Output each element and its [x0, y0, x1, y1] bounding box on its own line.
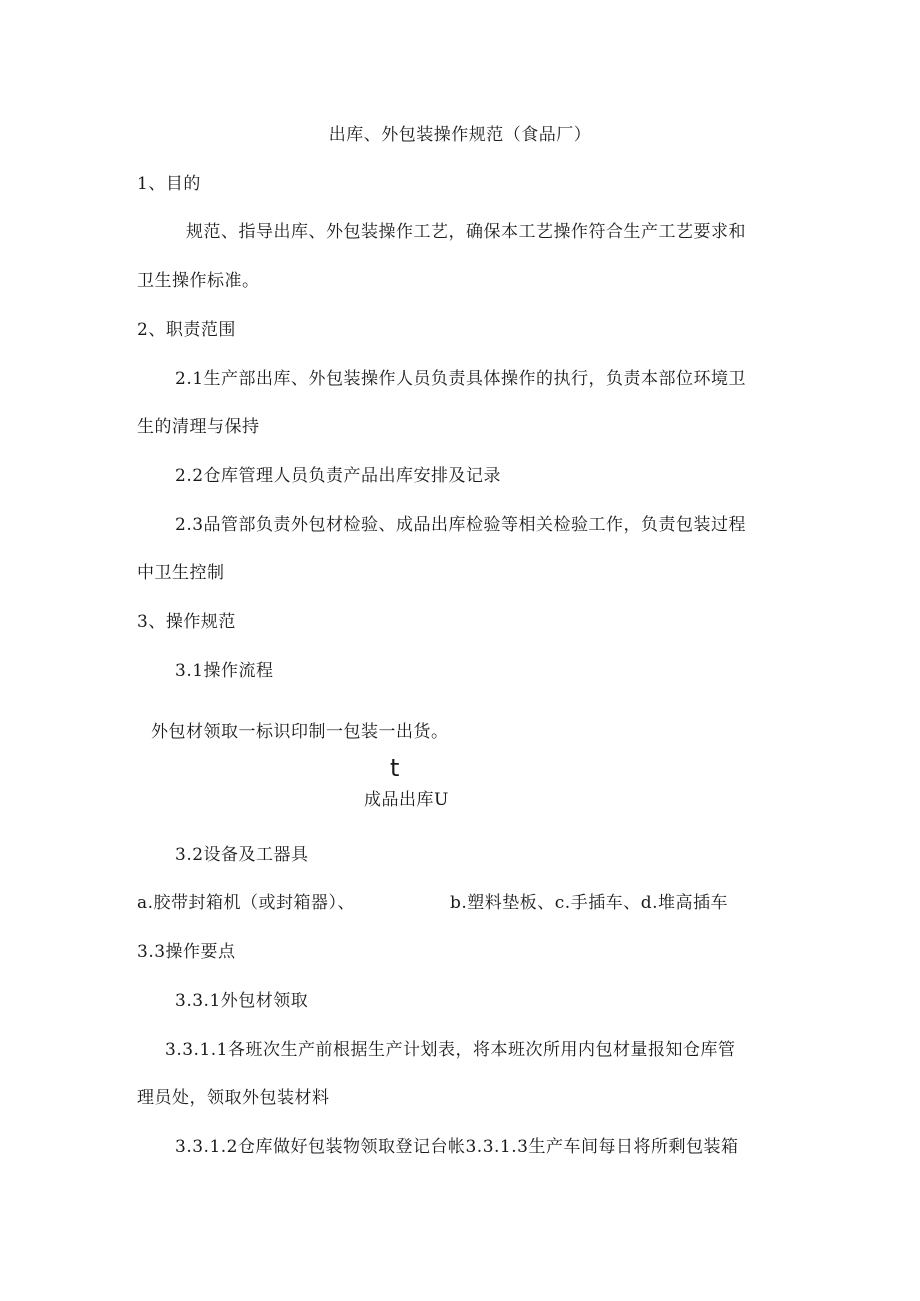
- section-3-3-1: 3.3.1外包材领取: [175, 991, 309, 1011]
- equipment-a: a.胶带封箱机（或封箱器）、: [137, 893, 356, 913]
- section-1-body-line-2: 卫生操作标准。: [137, 271, 260, 291]
- section-2-3-line-2: 中卫生控制: [137, 563, 225, 583]
- section-3-3-1-1-line-2: 理员处，领取外包装材料: [137, 1088, 330, 1108]
- section-3-1: 3.1操作流程: [175, 661, 274, 681]
- section-2-2: 2.2仓库管理人员负责产品出库安排及记录: [175, 466, 502, 486]
- section-3-3-1-1-line-1: 3.3.1.1各班次生产前根据生产计划表，将本班次所用内包材量报知仓库管: [165, 1040, 736, 1060]
- flow-line: 外包材领取一标识印制一包装一出货。: [151, 722, 449, 742]
- section-1-heading: 1、目的: [137, 174, 201, 194]
- section-1-body-line-1: 规范、指导出库、外包装操作工艺，确保本工艺操作符合生产工艺要求和: [186, 222, 746, 242]
- section-3-2: 3.2设备及工器具: [175, 845, 309, 865]
- flow-sub-step: 成品出库U: [364, 790, 449, 810]
- section-3-3-1-2-line: 3.3.1.2仓库做好包装物领取登记台帐3.3.1.3生产车间每日将所剩包装箱: [175, 1137, 739, 1157]
- section-3-heading: 3、操作规范: [137, 612, 236, 632]
- equipment-b: b.塑料垫板、c.手插车、d.堆高插车: [450, 893, 728, 913]
- section-2-1-line-1: 2.1生产部出库、外包装操作人员负责具体操作的执行，负责本部位环境卫: [175, 369, 747, 389]
- section-3-3: 3.3操作要点: [137, 942, 236, 962]
- section-2-1-line-2: 生的清理与保持: [137, 417, 260, 437]
- document-title: 出库、外包装操作规范（食品厂）: [328, 125, 592, 145]
- section-2-3-line-1: 2.3品管部负责外包材检验、成品出库检验等相关检验工作，负责包装过程: [175, 515, 747, 535]
- flow-arrow: t: [390, 754, 400, 782]
- section-2-heading: 2、职责范围: [137, 320, 236, 340]
